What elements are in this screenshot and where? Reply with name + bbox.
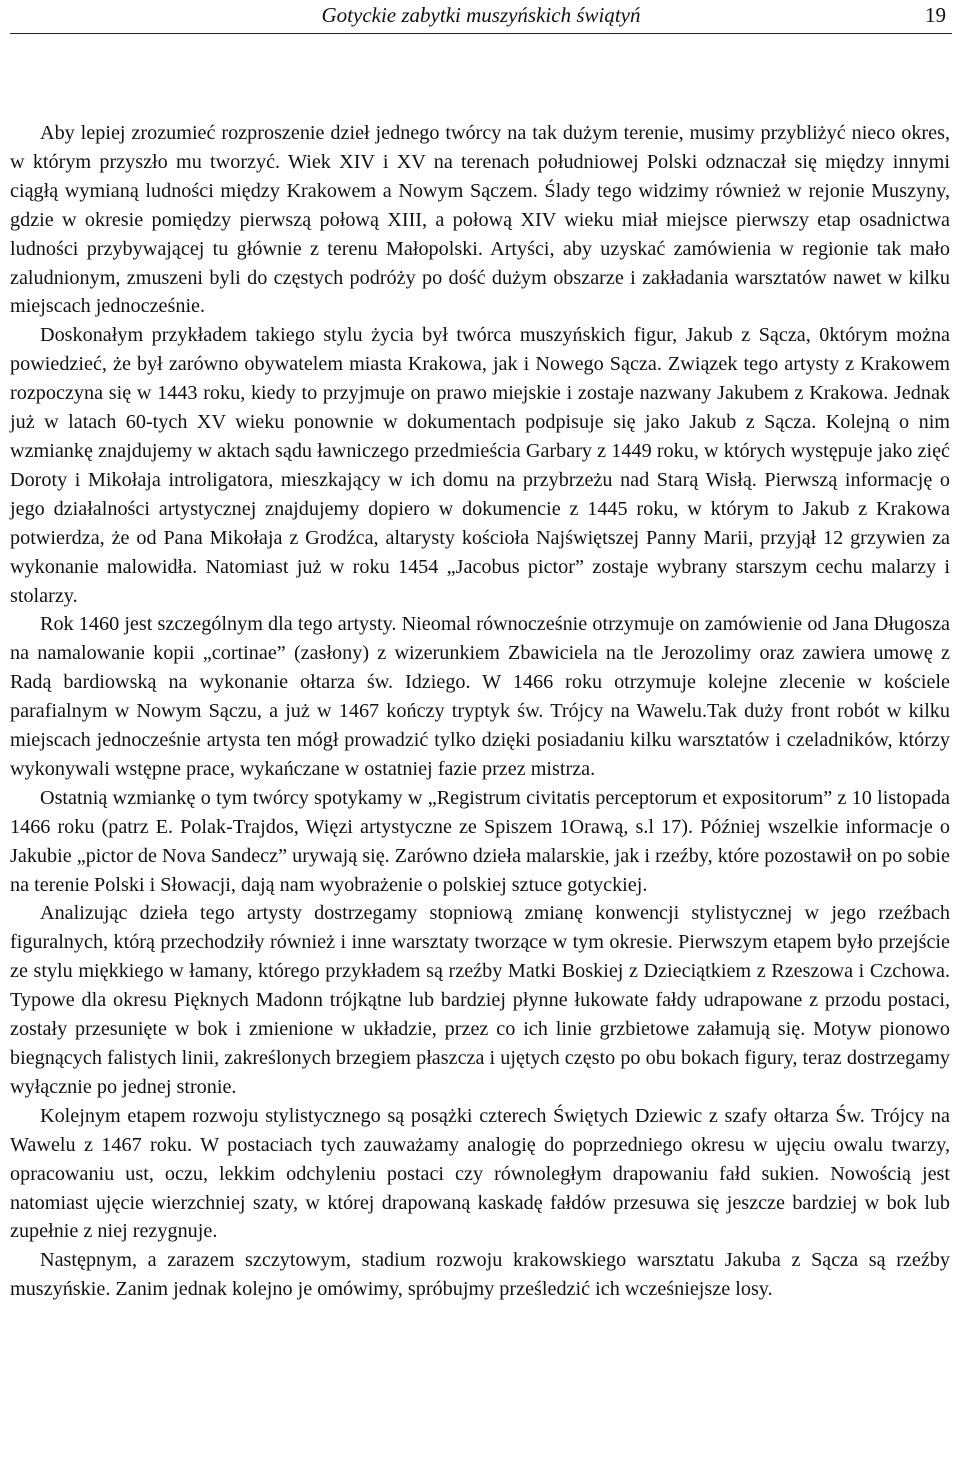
header-title: Gotyckie zabytki muszyńskich świątyń — [321, 3, 641, 27]
paragraph: Rok 1460 jest szczególnym dla tego artysty. Nieomal równocześnie otrzymuje on zamówienie od Jana Długosza na namalowanie kopii „cortinae” (zasłony) z wizerunkiem Zbawiciela na tle Jerozolimy oraz zawiera umowę z Radą bardiowską na wykonanie ołtarza św. Idziego. W 1466 roku otrzymuje kolejne zlecenie w kościele parafialnym w Nowym Sączu, a już w 1467 kończy tryptyk św. Trójcy na Wawelu.Tak duży front robót w kilku miejscach jednocześnie artysta ten mógł prowadzić tylko dzięki posiadaniu kilku warsztatów i czeladników, którzy wykonywali wstępne prace, wykańczane w ostatniej fazie przez mistrza. — [10, 613, 950, 780]
paragraph: Ostatnią wzmiankę o tym twórcy spotykamy w „Registrum civitatis perceptorum et expositorum” z 10 listopada 1466 roku (patrz E. Polak-Trajdos, Więzi artystyczne ze Spiszem 1Orawą, s.l 17). Później wszelkie informacje o Jakubie „pictor de Nova Sandecz” urywają się. Zarówno dzieła malarskie, jak i rzeźby, które pozostawił on po sobie na terenie Polski i Słowacji, dają nam wyobrażenie o polskiej sztuce gotyckiej. — [10, 786, 950, 896]
body-text — [10, 119, 950, 1304]
paragraph: Analizując dzieła tego artysty dostrzegamy stopniową zmianę konwencji stylistycznej w jego rzeźbach figuralnych, którą przechodziły również i inne warsztaty tworzące w tym okresie. Pierwszym etapem było przejście ze stylu miękkiego w łamany, którego przykładem są rzeźby Matki Boskiej z Dzieciątkiem z Rzeszowa i Czchowa. Typowe dla okresu Pięknych Madonn trójkątne lub bardziej płynne łukowate fałdy udrapowane z przodu postaci, zostały przesunięte w bok i zmienione w układzie, przez co ich linie grzbietowe załamują się. Motyw pionowo biegnących falistych linii, zakreślonych brzegiem płaszcza i ujętych często po obu bokach figury, teraz dostrzegamy wyłącznie po jednej stronie. — [10, 902, 950, 1098]
paragraph: Aby lepiej zrozumieć rozproszenie dzieł jednego twórcy na tak dużym terenie, musimy przybliżyć nieco okres, w którym przyszło mu tworzyć. Wiek XIV i XV na terenach południowej Polski odznaczał się między innymi ciągłą wymianą ludności między Krakowem a Nowym Sączem. Ślady tego widzimy również w rejonie Muszyny, gdzie w okresie pomiędzy pierwszą połową XIII, a połową XIV wieku miał miejsce pierwszy etap osadnictwa ludności przybywającej tu głównie z terenu Małopolski. Artyści, aby uzyskać zamówienia w regionie tak mało zaludnionym, zmuszeni byli do częstych podróży po dość dużym obszarze i zakładania warsztatów nawet w kilku miejscach jednocześnie. — [10, 122, 950, 318]
page-number: 19 — [925, 3, 946, 27]
paragraph: Kolejnym etapem rozwoju stylistycznego są posążki czterech Świętych Dziewic z szafy ołtarza Św. Trójcy na Wawelu z 1467 roku. W postaciach tych zauważamy analogię do poprzedniego okresu w ujęciu owalu twarzy, opracowaniu ust, oczu, lekkim odchyleniu postaci czy równoległym drapowaniu fałd sukien. Nowością jest natomiast ujęcie wierzchniej szaty, w której drapowaną kaskadę fałdów przesuwa się jeszcze bardziej w bok lub zupełnie z niej rezygnuje. — [10, 1104, 950, 1243]
running-header — [10, 0, 952, 34]
paragraph: Doskonałym przykładem takiego stylu życia był twórca muszyńskich figur, Jakub z Sącza, 0którym można powiedzieć, że był zarówno obywatelem miasta Krakowa, jak i Nowego Sącza. Związek tego artysty z Krakowem rozpoczyna się w 1443 roku, kiedy to przyjmuje on prawo miejskie i zostaje nazwany Jakubem z Krakowa. Jednak już w latach 60-tych XV wieku ponownie w dokumentach podpisuje się jako Jakub z Sącza. Kolejną o nim wzmiankę znajdujemy w aktach sądu ławniczego przedmieścia Garbary z 1449 roku, w których występuje jako zięć Doroty i Mikołaja introligatora, mieszkający w ich domu na przybrzeżu nad Starą Wisłą. Pierwszą informację o jego działalności artystycznej znajdujemy dopiero w dokumencie z 1445 roku, w którym to Jakub z Krakowa potwierdza, że od Pana Mikołaja z Grodźca, altarysty kościoła Najświętszej Panny Marii, przyjął 12 grzywien za wykonanie malowidła. Natomiast już w roku 1454 „Jacobus pictor” zostaje wybrany starszym cechu malarzy i stolarzy. — [10, 324, 950, 607]
paragraph: Następnym, a zarazem szczytowym, stadium rozwoju krakowskiego warsztatu Jakuba z Sącza są rzeźby muszyńskie. Zanim jednak kolejno je omówimy, spróbujmy prześledzić ich wcześniejsze losy. — [10, 1249, 950, 1301]
